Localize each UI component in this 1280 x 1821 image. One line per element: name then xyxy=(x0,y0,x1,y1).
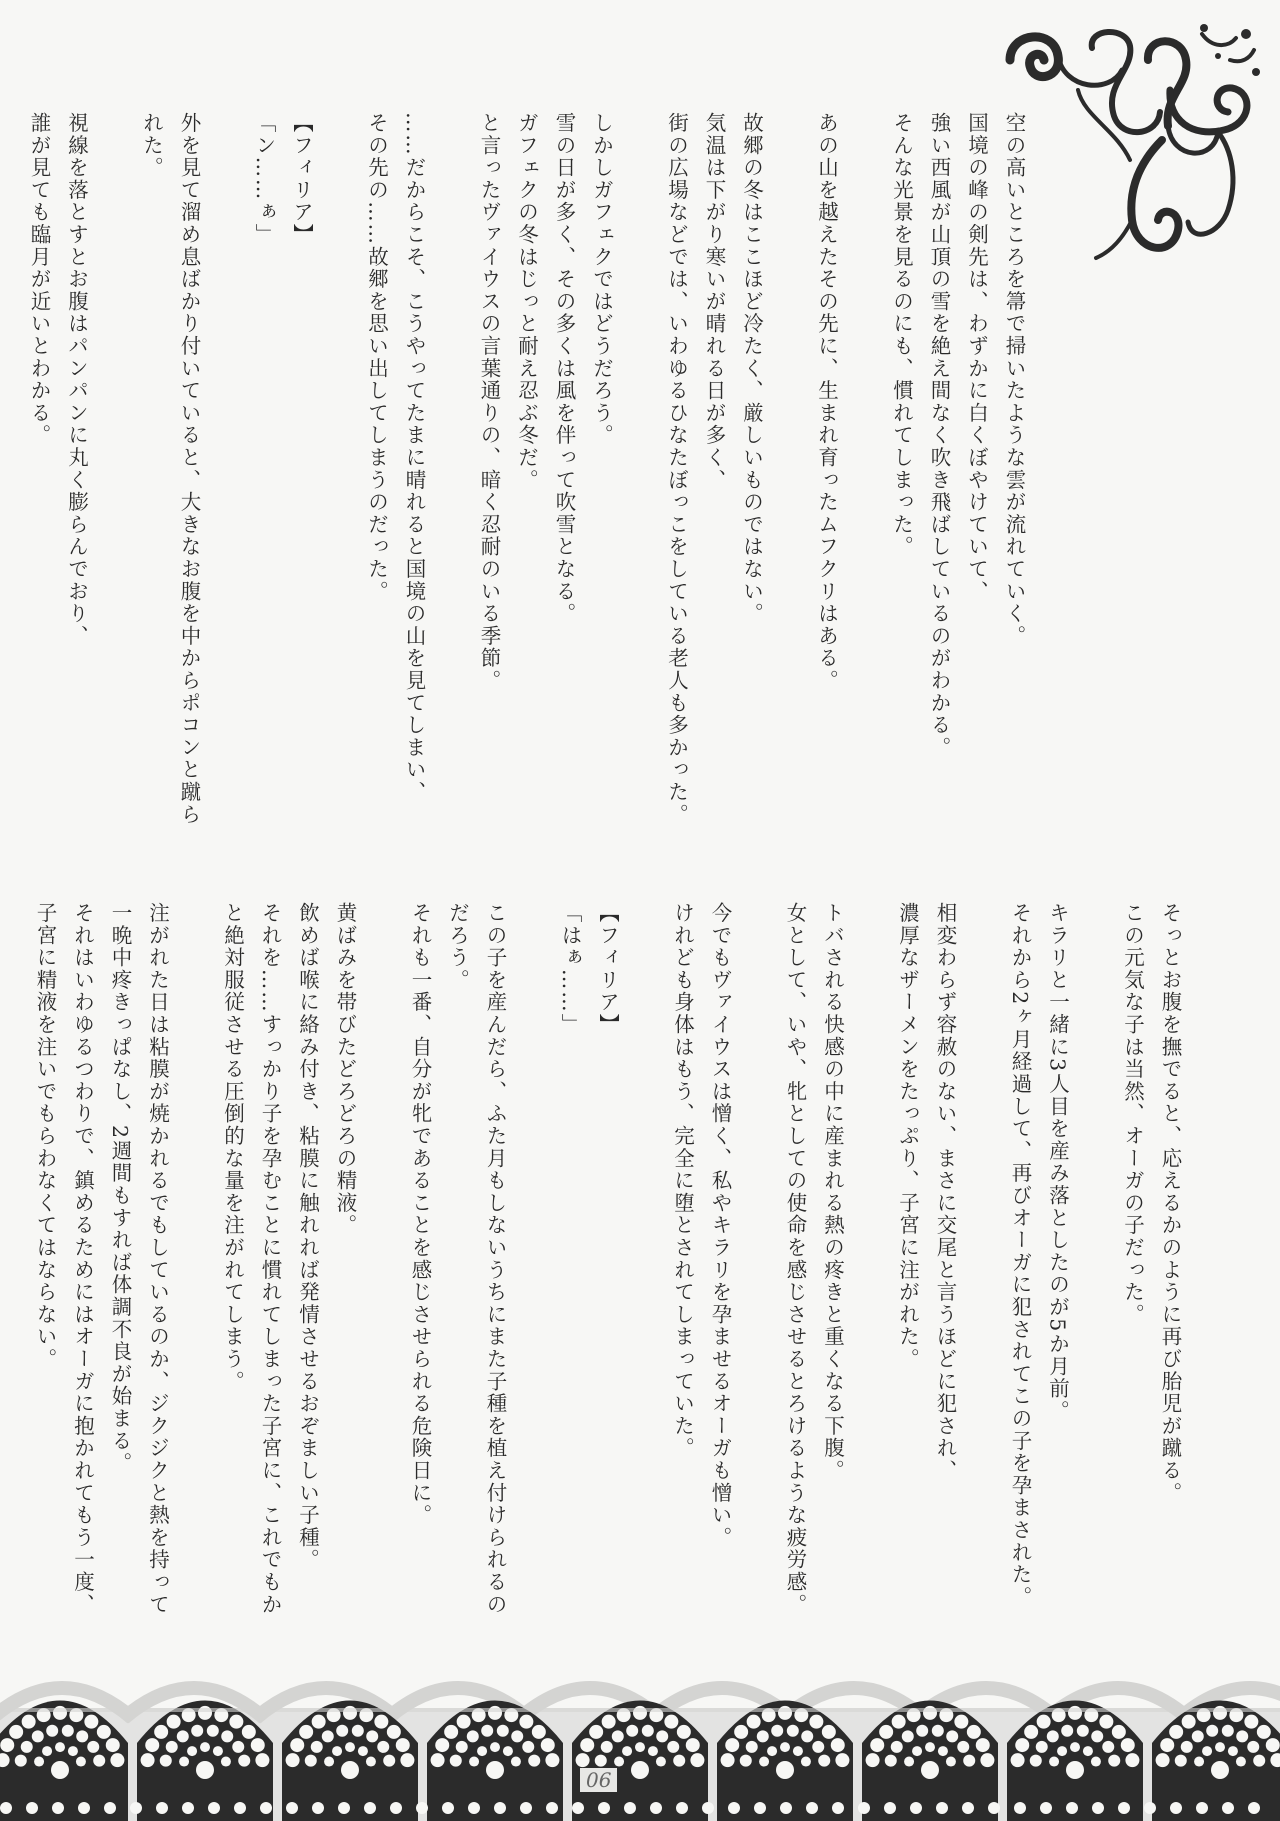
text-line xyxy=(1076,902,1114,1592)
text-line: それを……すっかり子を孕むことに慣れてしまった子宮に、これでもか xyxy=(258,902,282,1616)
narrative-text-bottom xyxy=(26,902,1189,1616)
text-line: ガフェクの冬はじっと耐え忍ぶ冬だ。 xyxy=(514,112,539,492)
text-line xyxy=(963,902,1001,1592)
text-line xyxy=(95,112,133,872)
text-line: 気温は下がり寒いが晴れる日が多く、 xyxy=(702,112,726,492)
text-line xyxy=(845,112,883,872)
text-line xyxy=(851,902,889,1592)
text-line: 故郷の冬はここほど冷たく、厳しいものではない。 xyxy=(739,112,764,625)
narrative-text-top xyxy=(20,112,1033,872)
text-line: 空の高いところを箒で掃いたような雲が流れていく。 xyxy=(1002,112,1026,648)
text-line: 子宮に精液を注いでもらわなくてはならない。 xyxy=(33,902,57,1371)
text-line: 視線を落とすとお腹はパンパンに丸く膨らんでおり、 xyxy=(64,112,89,648)
text-line xyxy=(363,902,401,1592)
text-line xyxy=(738,902,776,1592)
text-line: 誰が見ても臨月が近いとわかる。 xyxy=(27,112,51,447)
text-line: 【フィリア】 xyxy=(289,112,314,246)
page-number: 06 xyxy=(580,1768,617,1792)
text-line: 街の広場などでは、いわゆるひなたぼっこをしている老人も多かった。 xyxy=(664,112,689,826)
text-line: そんな光景を見るのにも、慣れてしまった。 xyxy=(889,112,914,558)
text-line: だろう。 xyxy=(445,902,470,992)
text-line: 飲めば喉に絡み付き、粘膜に触れれば発情させるおぞましい子種。 xyxy=(295,902,320,1571)
text-line: 国境の峰の剣先は、わずかに白くぼやけていて、 xyxy=(964,112,989,603)
text-line xyxy=(620,112,658,872)
text-line: と絶対服従させる圧倒的な量を注がれてしまう。 xyxy=(220,902,245,1393)
text-line: 雪の日が多く、その多くは風を伴って吹雪となる。 xyxy=(552,112,576,625)
text-line: 黄ばみを帯びたどろどろの精液。 xyxy=(333,902,357,1237)
text-line: ……だからこそ、こうやってたまに晴れると国境の山を見てしまい、 xyxy=(402,112,426,804)
text-line xyxy=(207,112,245,872)
text-line: そっとお腹を撫でると、応えるかのように再び胎児が蹴る。 xyxy=(1158,902,1182,1505)
text-line: 外を見て溜め息ばかり付いていると、大きなお腹を中からポコンと蹴ら xyxy=(177,112,201,826)
text-line: 【フィリア】 xyxy=(595,902,620,1036)
text-line: 今でもヴァイウスは憎く、私やキラリを孕ませるオーガも憎い。 xyxy=(708,902,732,1549)
text-line: 強い西風が山頂の雪を絶え間なく吹き飛ばしているのがわかる。 xyxy=(927,112,951,759)
text-line: トバされる快感の中に産まれる熱の疼きと重くなる下腹。 xyxy=(820,902,845,1482)
text-line xyxy=(513,902,551,1592)
text-line xyxy=(432,112,470,872)
text-line xyxy=(176,902,214,1592)
text-line xyxy=(320,112,358,872)
text-line: この子を産んだら、ふた月もしないうちにまた子種を植え付けられるの xyxy=(483,902,507,1616)
text-line: キラリと一緒に3人目を産み落としたのが5か月前。 xyxy=(1045,902,1070,1423)
text-line: 女として、いや、牝としての使命を感じさせるとろけるような疲労感。 xyxy=(783,902,807,1616)
text-line: 相変わらず容赦のない、まさに交尾と言うほどに犯され、 xyxy=(933,902,957,1482)
text-line: それはいわゆるつわりで、鎮めるためにはオーガに抱かれてもう一度、 xyxy=(70,902,95,1616)
text-line: しかしガフェクではどうだろう。 xyxy=(589,112,614,447)
text-line: 注がれた日は粘膜が焼かれるでもしているのか、ジクジクと熱を持って xyxy=(145,902,170,1616)
text-line: 「はぁ……」 xyxy=(558,902,582,1036)
text-line xyxy=(770,112,808,872)
text-line: それから2ヶ月経過して、再びオーガに犯されてこの子を孕まされた。 xyxy=(1008,902,1032,1609)
flourish-ornament-icon xyxy=(992,20,1264,270)
text-line xyxy=(626,902,664,1592)
text-line: その先の……故郷を思い出してしまうのだった。 xyxy=(364,112,389,603)
text-line: けれども身体はもう、完全に堕とされてしまっていた。 xyxy=(670,902,695,1460)
text-line: 一晩中疼きっぱなし、2週間もすれば体調不良が始まる。 xyxy=(108,902,132,1475)
text-line: 「ン……ぁ」 xyxy=(252,112,276,246)
text-line: れた。 xyxy=(139,112,164,179)
text-line: あの山を越えたその先に、生まれ育ったムフクリはある。 xyxy=(814,112,839,692)
lace-border-icon xyxy=(0,1648,1280,1821)
text-line: それも一番、自分が牝であることを感じさせられる危険日に。 xyxy=(408,902,432,1527)
text-line: この元気な子は当然、オーガの子だった。 xyxy=(1120,902,1145,1326)
text-line: と言ったヴァイウスの言葉通りの、暗く忍耐のいる季節。 xyxy=(477,112,501,692)
text-line: 濃厚なザーメンをたっぷり、子宮に注がれた。 xyxy=(895,902,920,1371)
